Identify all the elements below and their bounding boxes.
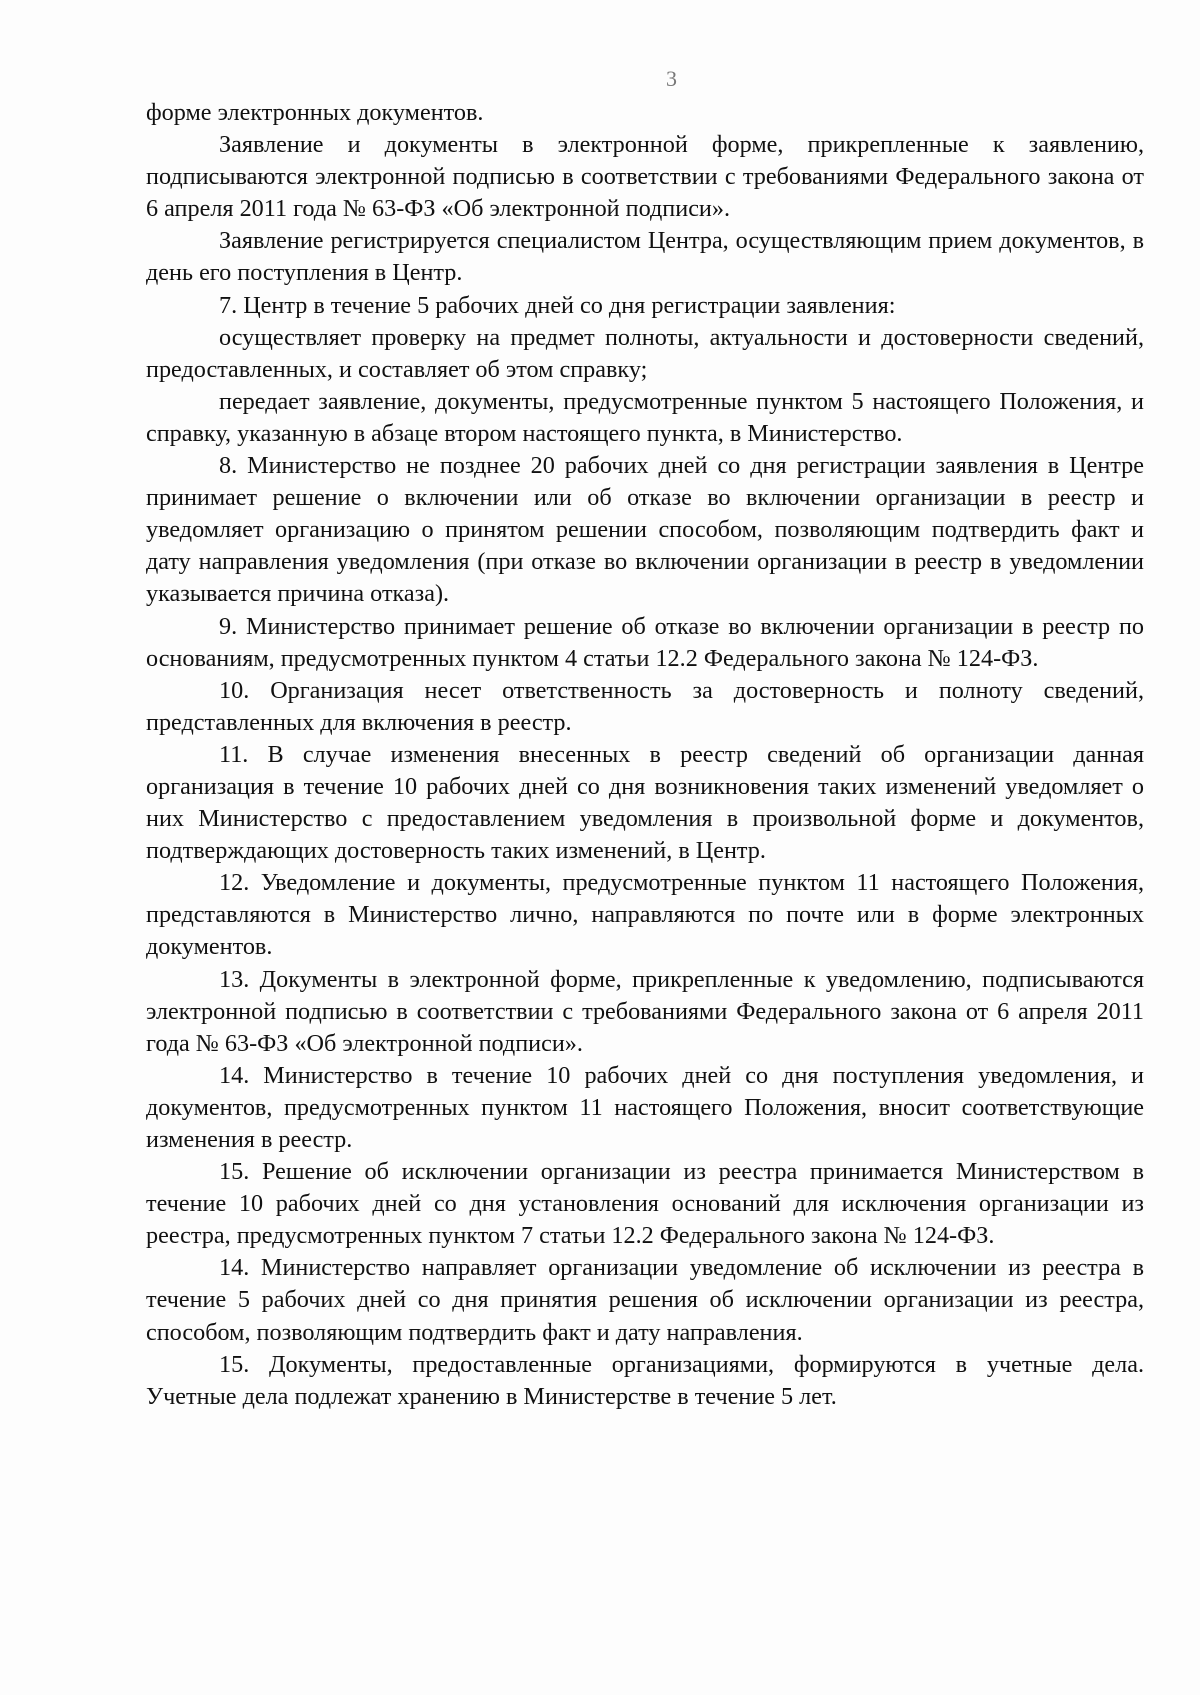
document-body bbox=[146, 97, 1144, 1413]
paragraph-registration: Заявление регистрируется специалистом Центра, осуществляющим прием документов, в день его поступления в Центр. bbox=[146, 227, 1144, 287]
paragraph-item-8: 8. Министерство не позднее 20 рабочих дней со дня регистрации заявления в Центре принимает решение о включении или об отказе во включении организации в реестр и уведомляет организацию о принятом решении способом, позволяющим подтвердить факт и дату направления уведомления (при отказе во включении организации в реестр в уведомлении указывается причина отказа). bbox=[146, 452, 1144, 608]
paragraph-item-7-check: осуществляет проверку на предмет полноты, актуальности и достоверности сведений, предоставленных, и составляет об этом справку; bbox=[146, 323, 1144, 383]
paragraph-item-14-second: 14. Министерство направляет организации уведомление об исключении из реестра в течение 5 рабочих дней со дня принятия решения об исключении организации из реестра, способом, позволяющим подтвердить факт и дату направления. bbox=[146, 1254, 1144, 1346]
paragraph-item-7: 7. Центр в течение 5 рабочих дней со дня регистрации заявления: bbox=[219, 291, 896, 319]
paragraph-item-15: 15. Решение об исключении организации из реестра принимается Министерством в течение 10 рабочих дней со дня установления оснований для исключения организации из реестра, предусмотренных пунктом 7 статьи 12.2 Федерального закона № 124-ФЗ. bbox=[146, 1158, 1144, 1250]
paragraph-item-13: 13. Документы в электронной форме, прикрепленные к уведомлению, подписываются электронной подписью в соответствии с требованиями Федерального закона от 6 апреля 2011 года № 63-ФЗ «Об электронной подписи». bbox=[146, 965, 1144, 1057]
paragraph-item-15-second: 15. Документы, предоставленные организациями, формируются в учетные дела. Учетные дела подлежат хранению в Министерстве в течение 5 лет. bbox=[146, 1350, 1144, 1410]
paragraph-item-9: 9. Министерство принимает решение об отказе во включении организации в реестр по основаниям, предусмотренных пунктом 4 статьи 12.2 Федерального закона № 124-ФЗ. bbox=[146, 612, 1144, 672]
paragraph-item-14: 14. Министерство в течение 10 рабочих дней со дня поступления уведомления, и документов, предусмотренных пунктом 11 настоящего Положения, вносит соответствующие изменения в реестр. bbox=[146, 1061, 1144, 1153]
paragraph-electronic-signature: Заявление и документы в электронной форме, прикрепленные к заявлению, подписываются электронной подписью в соответствии с требованиями Федерального закона от 6 апреля 2011 года № 63-ФЗ «Об электронной подписи». bbox=[146, 131, 1144, 223]
paragraph-item-10: 10. Организация несет ответственность за достоверность и полноту сведений, представленных для включения в реестр. bbox=[146, 676, 1144, 736]
paragraph-item-11: 11. В случае изменения внесенных в реестр сведений об организации данная организация в течение 10 рабочих дней со дня возникновения таких изменений уведомляет о них Министерство с предоставлением уведомления в произвольной форме и документов, подтверждающих достоверность таких изменений, в Центр. bbox=[146, 740, 1144, 865]
page-number: 3 bbox=[666, 66, 677, 91]
paragraph-item-7-transfer: передает заявление, документы, предусмотренные пунктом 5 настоящего Положения, и справку, указанную в абзаце втором настоящего пункта, в Министерство. bbox=[146, 387, 1144, 447]
paragraph-item-12: 12. Уведомление и документы, предусмотренные пунктом 11 настоящего Положения, представляются в Министерство лично, направляются по почте или в форме электронных документов. bbox=[146, 869, 1144, 961]
paragraph-continuation: форме электронных документов. bbox=[146, 99, 484, 126]
